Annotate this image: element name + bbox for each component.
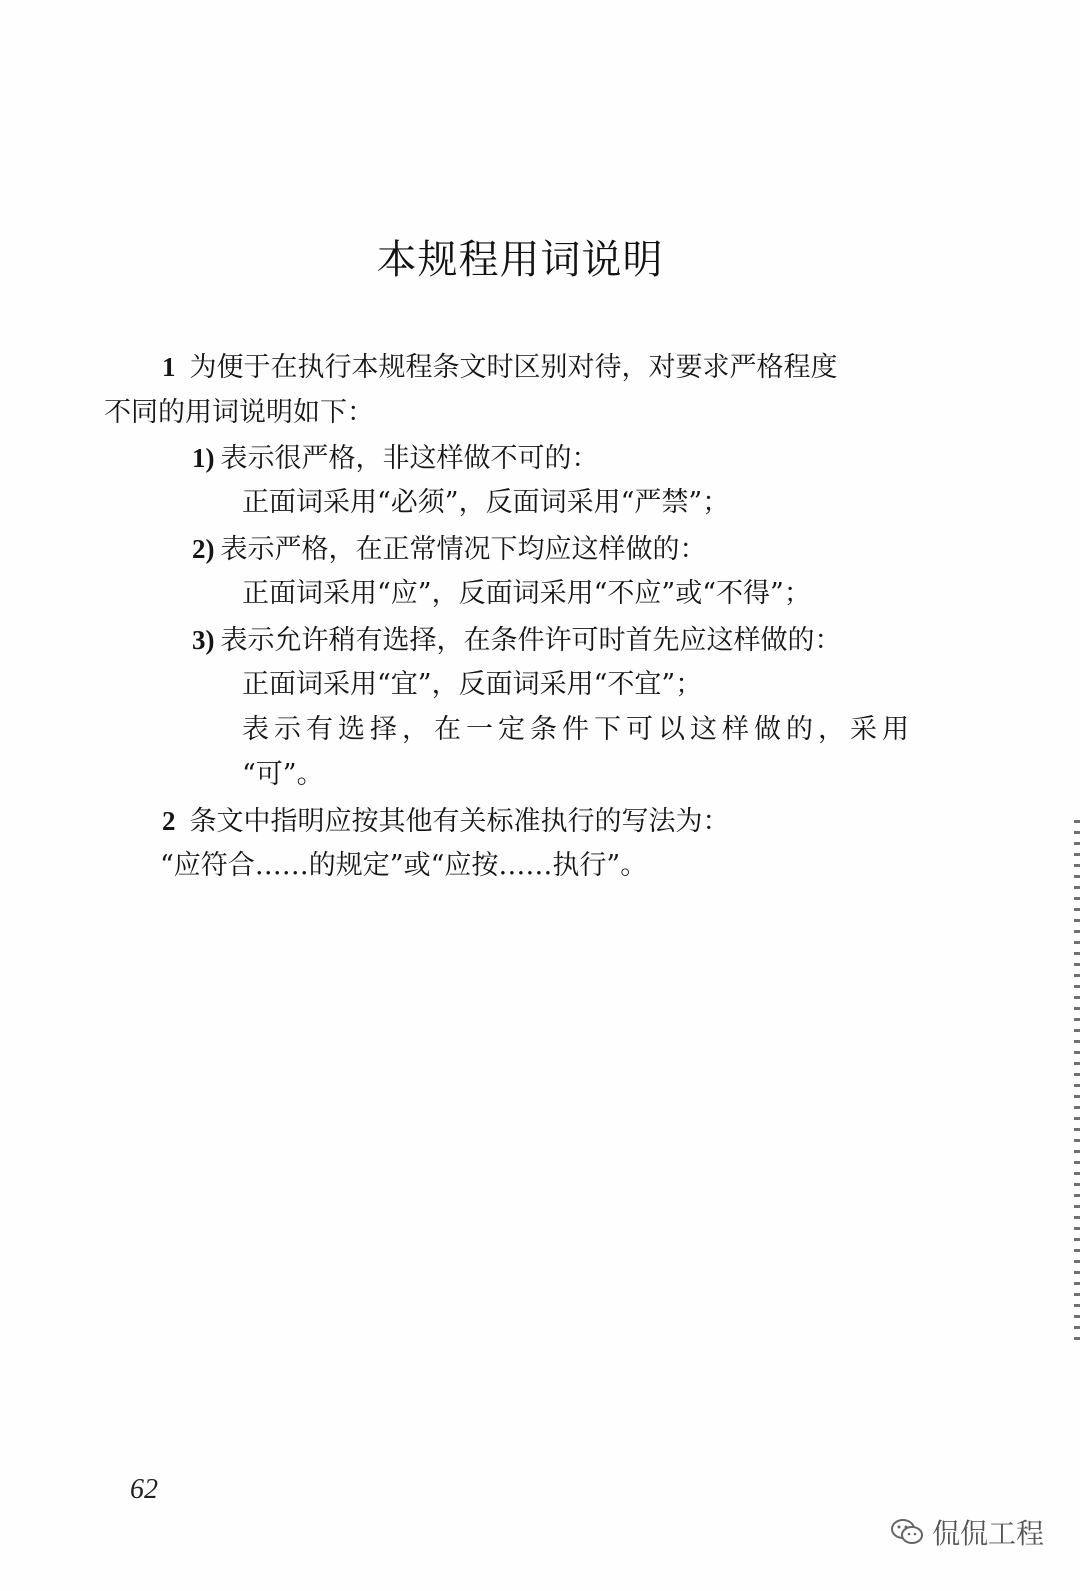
item-1-number: 1)	[192, 443, 215, 473]
wechat-icon	[890, 1518, 924, 1546]
watermark	[890, 1512, 1044, 1552]
item-1-label: 表示很严格，非这样做不可的：	[220, 443, 599, 474]
item-3-label-line	[192, 622, 842, 659]
clause-1-number: 1	[162, 352, 176, 382]
item-1-detail: 正面词采用“必须”，反面词采用“严禁”；	[242, 487, 730, 518]
item-3-extra-line-2: “可”。	[242, 759, 324, 790]
page-edge-marks	[1074, 820, 1080, 1340]
clause-2-line-1	[162, 803, 730, 840]
watermark-text: 侃侃工程	[931, 1517, 1044, 1550]
page-title: 本规程用词说明	[376, 237, 664, 283]
clause-1-text-line-1: 为便于在执行本规程条文时区别对待，对要求严格程度	[189, 352, 838, 383]
item-2-detail: 正面词采用“应”，反面词采用“不应”或“不得”；	[242, 578, 811, 609]
item-3-label: 表示允许稍有选择，在条件许可时首先应这样做的：	[220, 625, 842, 656]
clause-2-number: 2	[162, 806, 176, 836]
item-3-extra-line-1: 表示有选择，在一定条件下可以这样做的，采用	[242, 714, 914, 745]
clause-1-line-2: 不同的用词说明如下：	[104, 397, 374, 428]
item-3-number: 3)	[192, 625, 215, 655]
item-2-label: 表示严格，在正常情况下均应这样做的：	[220, 534, 707, 565]
item-2-label-line	[192, 531, 707, 568]
item-3-detail: 正面词采用“宜”，反面词采用“不宜”；	[242, 669, 703, 700]
item-1-label-line	[192, 440, 599, 477]
page-number: 62	[130, 1474, 158, 1505]
clause-1-line-1	[162, 349, 838, 386]
clause-2-text-line-1: 条文中指明应按其他有关标准执行的写法为：	[189, 806, 730, 837]
clause-2-line-2: “应符合……的规定”或“应按……执行”。	[160, 850, 648, 881]
item-2-number: 2)	[192, 534, 215, 564]
